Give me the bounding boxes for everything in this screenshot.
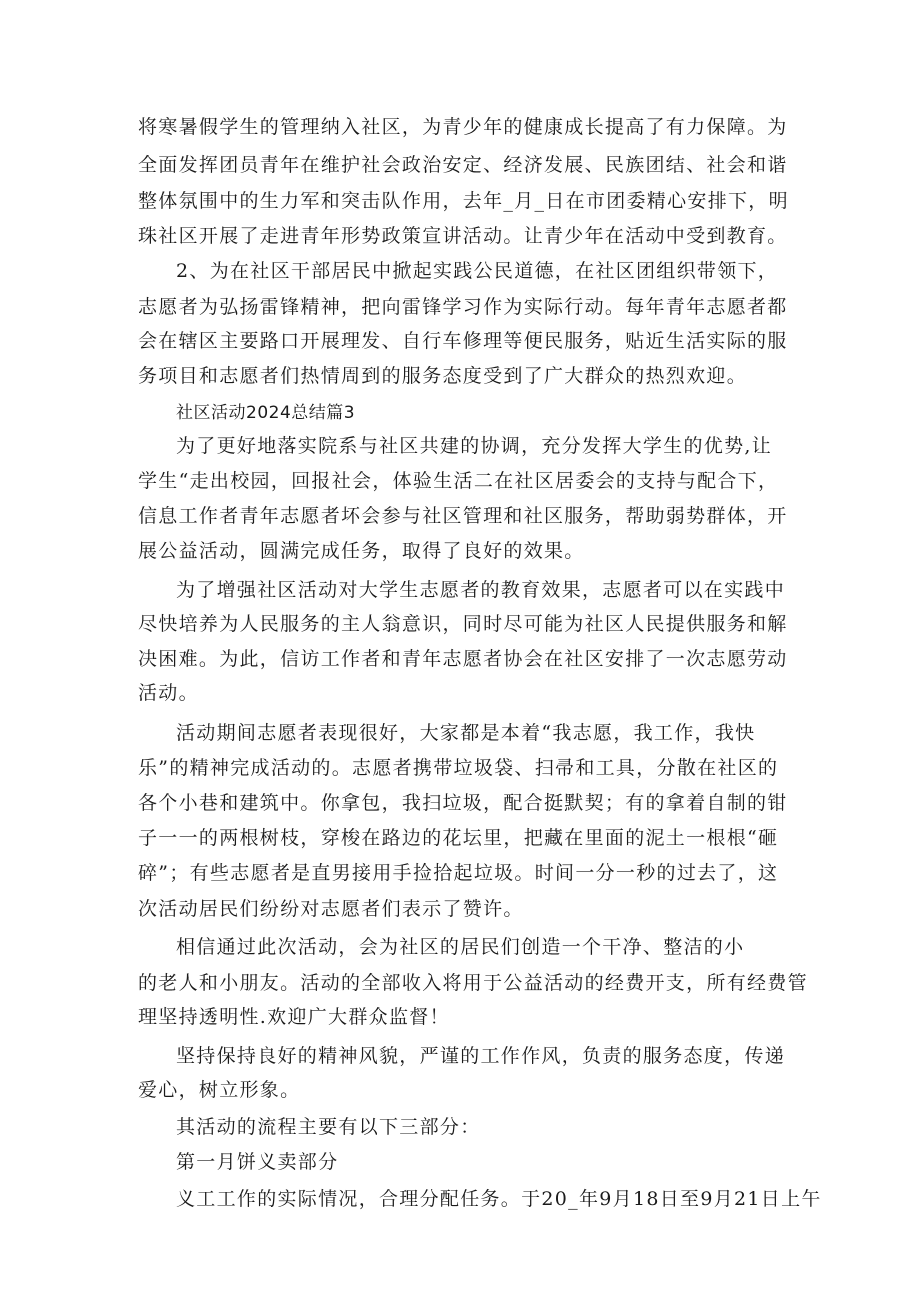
text-line: 爱心，树立形象。 [138,1079,301,1101]
text-line: 决困难。为此，信访工作者和青年志愿者协会在社区安排了一次志愿劳动 [138,648,788,670]
text-line: 子一一的两根树枝，穿梭在路边的花坛里，把藏在里面的泥土一根根“砸 [138,827,779,849]
text-line: 务项目和志愿者们热情周到的服务态度受到了广大群众的热烈欢迎。 [138,365,748,387]
text-line: 相信通过此次活动，会为社区的居民们创造一个干净、整洁的小 [176,936,745,958]
text-line: 乐”的精神完成活动的。志愿者携带垃圾袋、扫帚和工具，分散在社区的 [138,757,779,779]
text-line: 为了增强社区活动对大学生志愿者的教育效果，志愿者可以在实践中 [176,579,786,601]
text-line: 志愿者为弘扬雷锋精神，把向雷锋学习作为实际行动。每年青年志愿者都 [138,296,788,318]
text-line: 2、为在社区干部居民中掀起实践公民道德，在社区团组织带领下， [176,260,779,282]
text-line: 将寒暑假学生的管理纳入社区，为青少年的健康成长提高了有力保障。为 [138,116,788,138]
text-line: 各个小巷和建筑中。你拿包，我扫垃圾，配合挺默契；有的拿着自制的钳 [138,792,788,814]
text-line: 碎”；有些志愿者是直男接用手捡拾起垃圾。时间一分一秒的过去了，这 [138,862,779,884]
text-line: 坚持保持良好的精神风貌，严谨的工作作风，负责的服务态度，传递 [176,1045,786,1067]
text-line: 义工工作的实际情况，合理分配任务。于20_年9月18日至9月21日上午 [176,1188,822,1210]
text-line: 的老人和小朋友。活动的全部收入将用于公益活动的经费开支，所有经费管 [138,972,808,994]
text-line: 为了更好地落实院系与社区共建的协调，充分发挥大学生的优势,让 [176,435,773,457]
text-line: 次活动居民们纷纷对志愿者们表示了赞许。 [138,898,524,920]
text-line: 学生“走出校园，回报社会，体验生活二在社区居委会的支持与配合下， [138,470,779,492]
text-line: 活动期间志愿者表现很好，大家都是本着“我志愿，我工作，我快 [176,722,756,744]
text-line: 整体氛围中的生力军和突击队作用，去年_月_日在市团委精心安排下，明 [138,190,789,212]
text-line: 其活动的流程主要有以下三部分： [176,1116,481,1138]
text-line: 信息工作者青年志愿者坏会参与社区管理和社区服务，帮助弱势群体，开 [138,505,788,527]
text-line: 第一月饼义卖部分 [176,1151,339,1173]
text-line: 尽快培养为人民服务的主人翁意识，同时尽可能为社区人民提供服务和解 [138,613,788,635]
text-line: 珠社区开展了走进青年形势政策宣讲活动。让青少年在活动中受到教育。 [138,225,788,247]
text-line: 展公益活动，圆满完成任务，取得了良好的效果。 [138,540,585,562]
text-line: 全面发挥团员青年在维护社会政治安定、经济发展、民族团结、社会和谐 [138,154,788,176]
text-line: 活动。 [138,682,199,704]
section-heading: 社区活动2024总结篇3 [176,403,356,423]
text-line: 会在辖区主要路口开展理发、自行车修理等便民服务，贴近生活实际的服 [138,330,788,352]
text-line: 理坚持透明性.欢迎广大群众监督！ [138,1006,450,1028]
